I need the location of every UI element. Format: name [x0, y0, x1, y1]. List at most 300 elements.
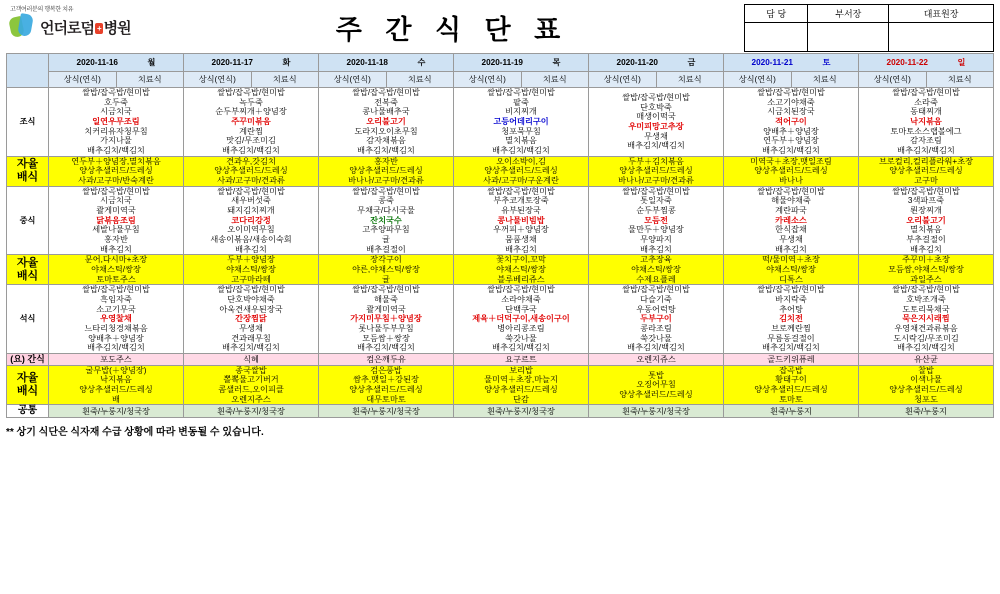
- menu-item: 양배추＋양념장: [763, 126, 819, 136]
- menu-item: 소라야채죽: [501, 295, 541, 305]
- approval-sign-1[interactable]: [808, 23, 889, 52]
- menu-item: 쌀밥/잡곡밥/현미밥: [757, 186, 825, 196]
- menu-item: 문어,다시마+초장: [84, 255, 148, 265]
- menu-item: 사과/고구마/구운계란: [483, 176, 559, 186]
- menu-item: 사과/고구마/견과류: [217, 176, 285, 186]
- menu-item: 감자조림: [910, 136, 942, 146]
- menu-item: 주꾸미볶음: [231, 117, 271, 127]
- menu-item: 돼지김치찌개: [227, 206, 275, 216]
- menu-item: 가지나물: [100, 136, 132, 146]
- menu-item: 연두부＋양념장,멸치볶음: [71, 156, 161, 166]
- menu-item: 배추김치: [775, 244, 807, 254]
- snack-cell-5: [724, 354, 859, 366]
- menu-item: 청포묵무침: [501, 126, 541, 136]
- menu-item: 고추장육: [640, 255, 672, 265]
- menu-item: 컴은깨두유: [366, 354, 406, 364]
- menu-item: 쌀밥/잡곡밥/현미밥: [217, 88, 285, 97]
- menu-item: 배추걸절이: [366, 244, 406, 254]
- snack-cell-3: [454, 354, 589, 366]
- menu-item: 배추김치/백김치: [357, 343, 415, 353]
- menu-item: 청포도: [914, 394, 938, 404]
- menu-item: 흰죽/누룽지/청국장: [352, 406, 420, 416]
- menu-item: 배추김치/백김치: [357, 146, 415, 156]
- row-label-dinner: 석식: [7, 285, 49, 354]
- menu-item: 귤: [382, 274, 390, 284]
- menu-item: 토마토주스: [96, 274, 136, 284]
- menu-item: 콩나물비빔밥: [497, 215, 545, 225]
- menu-item: 쌀밥/잡곡밥/현미밥: [622, 285, 690, 295]
- menu-item: 단감: [513, 394, 529, 404]
- menu-item: 떡/물미역＋초장: [762, 255, 820, 265]
- menu-item: 토마토: [779, 394, 803, 404]
- menu-item: 새송이볶음/새송이숙회: [210, 235, 292, 245]
- menu-item: 묵은지시래찜: [902, 314, 950, 324]
- menu-item: 흰죽/누룽지/청국장: [82, 406, 150, 416]
- menu-item: 멸치볶음: [505, 136, 537, 146]
- date-header-2: 2020-11-18 수: [319, 54, 454, 72]
- menu-item: 시금치된장국: [767, 107, 815, 117]
- menu-item: 보리밥: [509, 365, 533, 375]
- row-common: [7, 405, 994, 418]
- date-header-row: [7, 54, 994, 72]
- menu-item: 과일주스: [910, 274, 942, 284]
- menu-item: 수제요플레: [636, 274, 676, 284]
- menu-item: 무생채: [779, 235, 803, 245]
- menu-item: 야채스틱/쌍장: [496, 265, 546, 275]
- breakfast-cell-2: [319, 88, 454, 157]
- menu-item: 양상추샐러드/드레싱: [619, 389, 693, 399]
- menu-item: 양상추샐러드/드레싱: [754, 166, 828, 176]
- menu-item: 유산균: [914, 354, 938, 364]
- menu-item: 견과우,갓김치: [226, 156, 276, 166]
- self-serve-3-cell-1: [184, 365, 319, 405]
- menu-item: 고구마라떼: [231, 274, 271, 284]
- menu-item: 오리불고기: [906, 215, 946, 225]
- menu-item: 배추김치/백김치: [222, 146, 280, 156]
- menu-item: 쌀밥/잡곡밥/현미밥: [892, 88, 960, 97]
- date-header-5: 2020-11-21 토: [724, 54, 859, 72]
- self-serve-2-cell-5: [724, 255, 859, 285]
- menu-item: 콤샐러드,오이피클: [218, 385, 284, 395]
- menu-item: 양상추샐러드/드레싱: [79, 166, 153, 176]
- menu-item: 해물야채죽: [771, 196, 811, 206]
- self-serve-2-cell-2: [319, 255, 454, 285]
- row-self-serve-1: [7, 156, 994, 186]
- menu-item: 양상추샐러드/드레싱: [79, 385, 153, 395]
- menu-item: 굴무밥(＋양념장): [85, 365, 147, 375]
- menu-item: 쌀밥/잡곡밥/현미밥: [622, 186, 690, 196]
- menu-item: 가지미무침＋양념장: [350, 314, 422, 324]
- menu-item: 두부구이: [640, 314, 672, 324]
- self-serve-2-cell-6: [859, 255, 994, 285]
- approval-col-1: 부서장: [808, 5, 889, 23]
- menu-item: 한식잡채: [775, 225, 807, 235]
- row-dinner: [7, 285, 994, 354]
- menu-item: 골드키위퓨레: [767, 354, 815, 364]
- menu-item: 무름동걸절이: [767, 333, 815, 343]
- menu-item: 닭볶음조림: [96, 215, 136, 225]
- menu-item: 쌀밥/잡곡밥/현미밥: [217, 186, 285, 196]
- common-cell-6: [859, 405, 994, 418]
- menu-item: 식혜: [243, 354, 259, 364]
- date-header-0: 2020-11-16 월: [49, 54, 184, 72]
- menu-item: 낙지볶음: [100, 375, 132, 385]
- menu-item: 대무토마토: [366, 394, 406, 404]
- menu-item: 디톡스: [779, 274, 803, 284]
- menu-item: 롯나물두부무침: [358, 324, 414, 334]
- menu-item: 비지찌개: [505, 107, 537, 117]
- common-cell-5: [724, 405, 859, 418]
- logo-name-suffix: 병원: [103, 19, 131, 37]
- page-title: 주 간 식 단 표: [335, 15, 569, 45]
- lunch-cell-2: [319, 186, 454, 255]
- date-header-1: 2020-11-17 화: [184, 54, 319, 72]
- date-header-6: 2020-11-22 일: [859, 54, 994, 72]
- menu-item: 배추김치/백김치: [627, 343, 685, 353]
- menu-item: 양상추샐러드/드레싱: [349, 385, 423, 395]
- self-serve-1-cell-5: [724, 156, 859, 186]
- menu-table: [6, 53, 994, 418]
- menu-item: 쌀밥/잡곡밥/현미밥: [892, 285, 960, 295]
- menu-item: 시금치국: [100, 196, 132, 206]
- self-serve-1-cell-0: [49, 156, 184, 186]
- approval-sign-0[interactable]: [745, 23, 808, 52]
- menu-item: 야른,야채스틱/쌍장: [352, 265, 420, 275]
- menu-item: 동태찌개: [910, 107, 942, 117]
- menu-item: 느타리청경채볶음: [84, 324, 148, 334]
- menu-item: 콩라조림: [640, 324, 672, 334]
- menu-item: 배추김치: [910, 244, 942, 254]
- menu-item: 우꺼피＋양념장: [493, 225, 549, 235]
- menu-item: 추어탕: [779, 304, 803, 314]
- menu-item: 도토리묵채국: [902, 304, 950, 314]
- menu-item: 양상추샐러드/드레싱: [484, 385, 558, 395]
- menu-item: 배추김치: [235, 244, 267, 254]
- menu-item: 부추코개토장죽: [493, 196, 549, 206]
- menu-item: 블루베리쥬스: [497, 274, 545, 284]
- menu-item: 흰죽/누룽지: [905, 406, 947, 416]
- menu-item: 쌀밥/잡곡밥/현미밥: [487, 88, 555, 97]
- menu-item: 쌀밥/잡곡밥/현미밥: [487, 285, 555, 295]
- lunch-cell-6: [859, 186, 994, 255]
- menu-item: 계란찜: [239, 126, 263, 136]
- menu-item: 단호박죽: [640, 102, 672, 112]
- breakfast-cell-4: [589, 88, 724, 157]
- self-serve-3-cell-6: [859, 365, 994, 405]
- menu-item: 고등어데리구이: [493, 117, 549, 127]
- hospital-logo: [6, 4, 160, 40]
- common-cell-1: [184, 405, 319, 418]
- menu-item: 이색나물: [910, 375, 942, 385]
- menu-item: 콸게미역국: [366, 304, 406, 314]
- self-serve-1-cell-2: [319, 156, 454, 186]
- lunch-cell-1: [184, 186, 319, 255]
- menu-item: 부추걸절이: [906, 235, 946, 245]
- menu-item: 콩나물배추국: [362, 107, 410, 117]
- menu-item: 모듬전: [644, 215, 668, 225]
- menu-item: 황태구이: [775, 375, 807, 385]
- menu-item: 오이소박이,김: [496, 156, 546, 166]
- menu-item: 멸치볶음: [910, 225, 942, 235]
- menu-item: 우영채견과류볶음: [894, 324, 958, 334]
- menu-item: 배추김치/백김치: [762, 343, 820, 353]
- menu-item: 야채스틱/쌍장: [631, 265, 681, 275]
- menu-item: 콸게미역국: [96, 206, 136, 216]
- row-label-breakfast: 조식: [7, 88, 49, 157]
- menu-item: 바나나: [779, 176, 803, 186]
- menu-item: 두부＋김치볶음: [628, 156, 684, 166]
- menu-item: 견과래무침: [231, 333, 271, 343]
- lunch-cell-0: [49, 186, 184, 255]
- menu-item: 쌀밥/잡곡밥/현미밥: [352, 186, 420, 196]
- row-snack: [7, 354, 994, 366]
- snack-cell-4: [589, 354, 724, 366]
- menu-item: 치커리유자청무침: [84, 126, 148, 136]
- menu-item: 바나나/고구마/견과류: [618, 176, 694, 186]
- menu-item: 연두부＋양념장: [763, 136, 819, 146]
- menu-item: 배추김치/백김치: [492, 146, 550, 156]
- self-serve-1-cell-1: [184, 156, 319, 186]
- menu-item: 바나나/고구마/견과류: [348, 176, 424, 186]
- menu-item: 도시락김/무조미김: [893, 333, 959, 343]
- menu-item: 톳일자죽: [640, 196, 672, 206]
- menu-item: 팥죽: [513, 97, 529, 107]
- menu-item: 뭄품생채: [505, 235, 537, 245]
- menu-item: 코다리강정: [231, 215, 271, 225]
- menu-item: 배추김치/백김치: [87, 343, 145, 353]
- menu-item: 쌀밥/잡곡밥/현미밥: [757, 88, 825, 97]
- menu-item: 야채스틱/쌍장: [766, 265, 816, 275]
- breakfast-cell-1: [184, 88, 319, 157]
- menu-item: 일연우무조림: [92, 117, 140, 127]
- menu-item: 쑥갓나물: [640, 333, 672, 343]
- page-header: [6, 4, 994, 50]
- menu-item: 아욱견새우된장국: [219, 304, 283, 314]
- menu-item: 낙지볶음: [910, 117, 942, 127]
- dinner-cell-1: [184, 285, 319, 354]
- dinner-cell-6: [859, 285, 994, 354]
- breakfast-cell-0: [49, 88, 184, 157]
- menu-item: 김치전: [779, 314, 803, 324]
- row-label-self-1: 자율 배식: [7, 156, 49, 186]
- corner-cell: [7, 54, 49, 88]
- menu-item: 간장찜닭: [235, 314, 267, 324]
- menu-item: 양상추샐러드/드레싱: [349, 166, 423, 176]
- menu-item: 모듬쌈＋쌍장: [362, 333, 410, 343]
- row-lunch: [7, 186, 994, 255]
- row-label-snack: (요) 간식: [7, 354, 49, 366]
- dinner-cell-2: [319, 285, 454, 354]
- menu-item: 쌀밥/잡곡밥/현미밥: [487, 186, 555, 196]
- menu-item: 배추김치/백김치: [222, 343, 280, 353]
- self-serve-1-cell-3: [454, 156, 589, 186]
- self-serve-3-cell-2: [319, 365, 454, 405]
- subhdr-normal-5: 상식(연식): [724, 72, 792, 88]
- logo-badge: +: [96, 23, 101, 33]
- menu-item: 단호박야채죽: [227, 295, 275, 305]
- menu-item: 소라죽: [914, 97, 938, 107]
- self-serve-2-cell-1: [184, 255, 319, 285]
- self-serve-3-cell-5: [724, 365, 859, 405]
- menu-item: 감자채볶음: [366, 136, 406, 146]
- menu-item: 쌀밥/잡곡밥/현미밥: [757, 285, 825, 295]
- lunch-cell-5: [724, 186, 859, 255]
- menu-item: 귤: [382, 235, 390, 245]
- menu-item: 양상추샐러드/드레싱: [754, 385, 828, 395]
- dinner-cell-0: [49, 285, 184, 354]
- menu-item: 톳밥: [648, 370, 664, 380]
- menu-item: 순두부찜콩: [636, 206, 676, 216]
- menu-item: 모듬쌈,야채스틱/쌍장: [888, 265, 964, 275]
- menu-item: 물미역＋초장,마늘지: [484, 375, 558, 385]
- self-serve-3-cell-4: [589, 365, 724, 405]
- menu-item: 단백쿠국: [505, 304, 537, 314]
- approval-col-0: 담 당: [745, 5, 808, 23]
- snack-cell-0: [49, 354, 184, 366]
- menu-item: 맛김/무조미김: [226, 136, 276, 146]
- date-header-4: 2020-11-20 금: [589, 54, 724, 72]
- row-self-serve-2: [7, 255, 994, 285]
- menu-item: 무생채: [239, 324, 263, 334]
- menu-item: 쌀밥/잡곡밥/현미밥: [82, 186, 150, 196]
- menu-item: 배: [112, 394, 120, 404]
- menu-item: 찰밥: [918, 365, 934, 375]
- self-serve-2-cell-0: [49, 255, 184, 285]
- menu-item: 적어구이: [775, 117, 807, 127]
- menu-item: 양상추샐러드/드레싱: [889, 166, 963, 176]
- menu-item: 요구르트: [505, 354, 537, 364]
- menu-item: 오리불고기: [366, 117, 406, 127]
- menu-item: 뽈뽘물고기버거: [223, 375, 279, 385]
- self-serve-1-cell-4: [589, 156, 724, 186]
- menu-item: 뢴장찌개: [910, 206, 942, 216]
- self-serve-3-cell-3: [454, 365, 589, 405]
- dinner-cell-4: [589, 285, 724, 354]
- menu-item: 배추김치: [100, 244, 132, 254]
- menu-item: 순두부찌개＋양념장: [215, 107, 287, 117]
- menu-item: 양상추샐러드/드레싱: [889, 385, 963, 395]
- menu-item: 우동어럭탕: [636, 304, 676, 314]
- subhdr-normal-0: 상식(연식): [49, 72, 117, 88]
- menu-item: 오렌지주스: [231, 394, 271, 404]
- logo-tagline: 고객여러분의 행복한 치유: [10, 7, 74, 13]
- menu-item: 새우버섯죽: [231, 196, 271, 206]
- menu-item: 물만두＋양념장: [628, 225, 684, 235]
- menu-item: 다슬기죽: [640, 295, 672, 305]
- self-serve-2-cell-4: [589, 255, 724, 285]
- menu-item: 쑥갓나물: [505, 333, 537, 343]
- meal-type-header-row: [7, 72, 994, 88]
- menu-item: 장각구이: [370, 255, 402, 265]
- menu-item: 바지락죽: [775, 295, 807, 305]
- menu-item: 쌈추,맷일＋강된장: [353, 375, 419, 385]
- menu-item: 해물죽: [374, 295, 398, 305]
- subhdr-therapy-0: 치료식: [116, 72, 184, 88]
- menu-item: 흰죽/누룽지: [770, 406, 812, 416]
- common-cell-2: [319, 405, 454, 418]
- subhdr-normal-6: 상식(연식): [859, 72, 927, 88]
- menu-item: 브로께란찜: [771, 324, 811, 334]
- menu-item: 쌀밥/잡곡밥/현미밥: [352, 88, 420, 97]
- subhdr-therapy-3: 치료식: [521, 72, 589, 88]
- menu-item: 흰죽/누룽지/청국장: [487, 406, 555, 416]
- menu-item: 포도주스: [100, 354, 132, 364]
- common-cell-3: [454, 405, 589, 418]
- snack-cell-2: [319, 354, 454, 366]
- menu-item: 배추김치/백김치: [87, 146, 145, 156]
- menu-item: 야채스틱/쌍장: [91, 265, 141, 275]
- menu-item: 사과/고구마/반숙계란: [78, 176, 154, 186]
- row-label-self-2: 자율 배식: [7, 255, 49, 285]
- menu-item: 녹두죽: [239, 97, 263, 107]
- date-header-3: 2020-11-19 목: [454, 54, 589, 72]
- menu-item: 병아리콩조림: [497, 324, 545, 334]
- menu-item: 배추김치/백김치: [897, 343, 955, 353]
- menu-item: 제육＋더덕구이,새송이구이: [472, 314, 570, 324]
- menu-item: 고추양파무침: [362, 225, 410, 235]
- breakfast-cell-3: [454, 88, 589, 157]
- menu-item: 계란파국: [775, 206, 807, 216]
- menu-item: 콩죽: [378, 196, 394, 206]
- subhdr-therapy-5: 치료식: [791, 72, 859, 88]
- approval-col-2: 대표원장: [889, 5, 994, 23]
- menu-item: 호두죽: [104, 97, 128, 107]
- menu-item: 고구마: [914, 176, 938, 186]
- menu-item: 배추김치/백김치: [627, 141, 685, 151]
- lunch-cell-3: [454, 186, 589, 255]
- menu-item: 시금치국: [100, 107, 132, 117]
- dinner-cell-3: [454, 285, 589, 354]
- menu-item: 배추김치/백김치: [762, 146, 820, 156]
- menu-item: 쌀밥/잡곡밥/현미밥: [82, 88, 150, 97]
- menu-item: 무채국/다시국물: [357, 206, 415, 216]
- menu-item: 우영찰채: [100, 314, 132, 324]
- menu-item: 두부＋양념장: [227, 255, 275, 265]
- menu-item: 종국쌀밥: [235, 365, 267, 375]
- menu-item: 카레소스: [775, 215, 807, 225]
- subhdr-therapy-6: 치료식: [926, 72, 994, 88]
- row-breakfast: [7, 88, 994, 157]
- approval-box: [744, 4, 994, 52]
- common-cell-4: [589, 405, 724, 418]
- menu-item: 세발나물무침: [92, 225, 140, 235]
- menu-item: 흰죽/누룽지/청국장: [622, 406, 690, 416]
- menu-item: 배추김치: [505, 244, 537, 254]
- breakfast-cell-6: [859, 88, 994, 157]
- menu-item: 전복죽: [374, 97, 398, 107]
- approval-sign-2[interactable]: [889, 23, 994, 52]
- subhdr-normal-1: 상식(연식): [184, 72, 252, 88]
- menu-item: 홍자반: [104, 235, 128, 245]
- menu-item: 오이미역무침: [227, 225, 275, 235]
- menu-item: 양상추샐러드/드레싱: [484, 166, 558, 176]
- subhdr-therapy-2: 치료식: [386, 72, 454, 88]
- snack-cell-1: [184, 354, 319, 366]
- logo-name-text: 언더로덤: [40, 19, 94, 37]
- common-cell-0: [49, 405, 184, 418]
- menu-item: 흑임자죽: [100, 295, 132, 305]
- menu-item: 무생채: [644, 131, 668, 141]
- menu-item: 쌀밥/잡곡밥/현미밥: [217, 285, 285, 295]
- logo-name: [40, 17, 131, 38]
- menu-item: 소고기무국: [96, 304, 136, 314]
- subhdr-normal-3: 상식(연식): [454, 72, 522, 88]
- row-label-self-3: 자율 배식: [7, 365, 49, 405]
- menu-item: 흰죽/누룽지/청국장: [217, 406, 285, 416]
- menu-item: 양배추＋양념장: [88, 333, 144, 343]
- menu-item: 유부된장국: [501, 206, 541, 216]
- lunch-cell-4: [589, 186, 724, 255]
